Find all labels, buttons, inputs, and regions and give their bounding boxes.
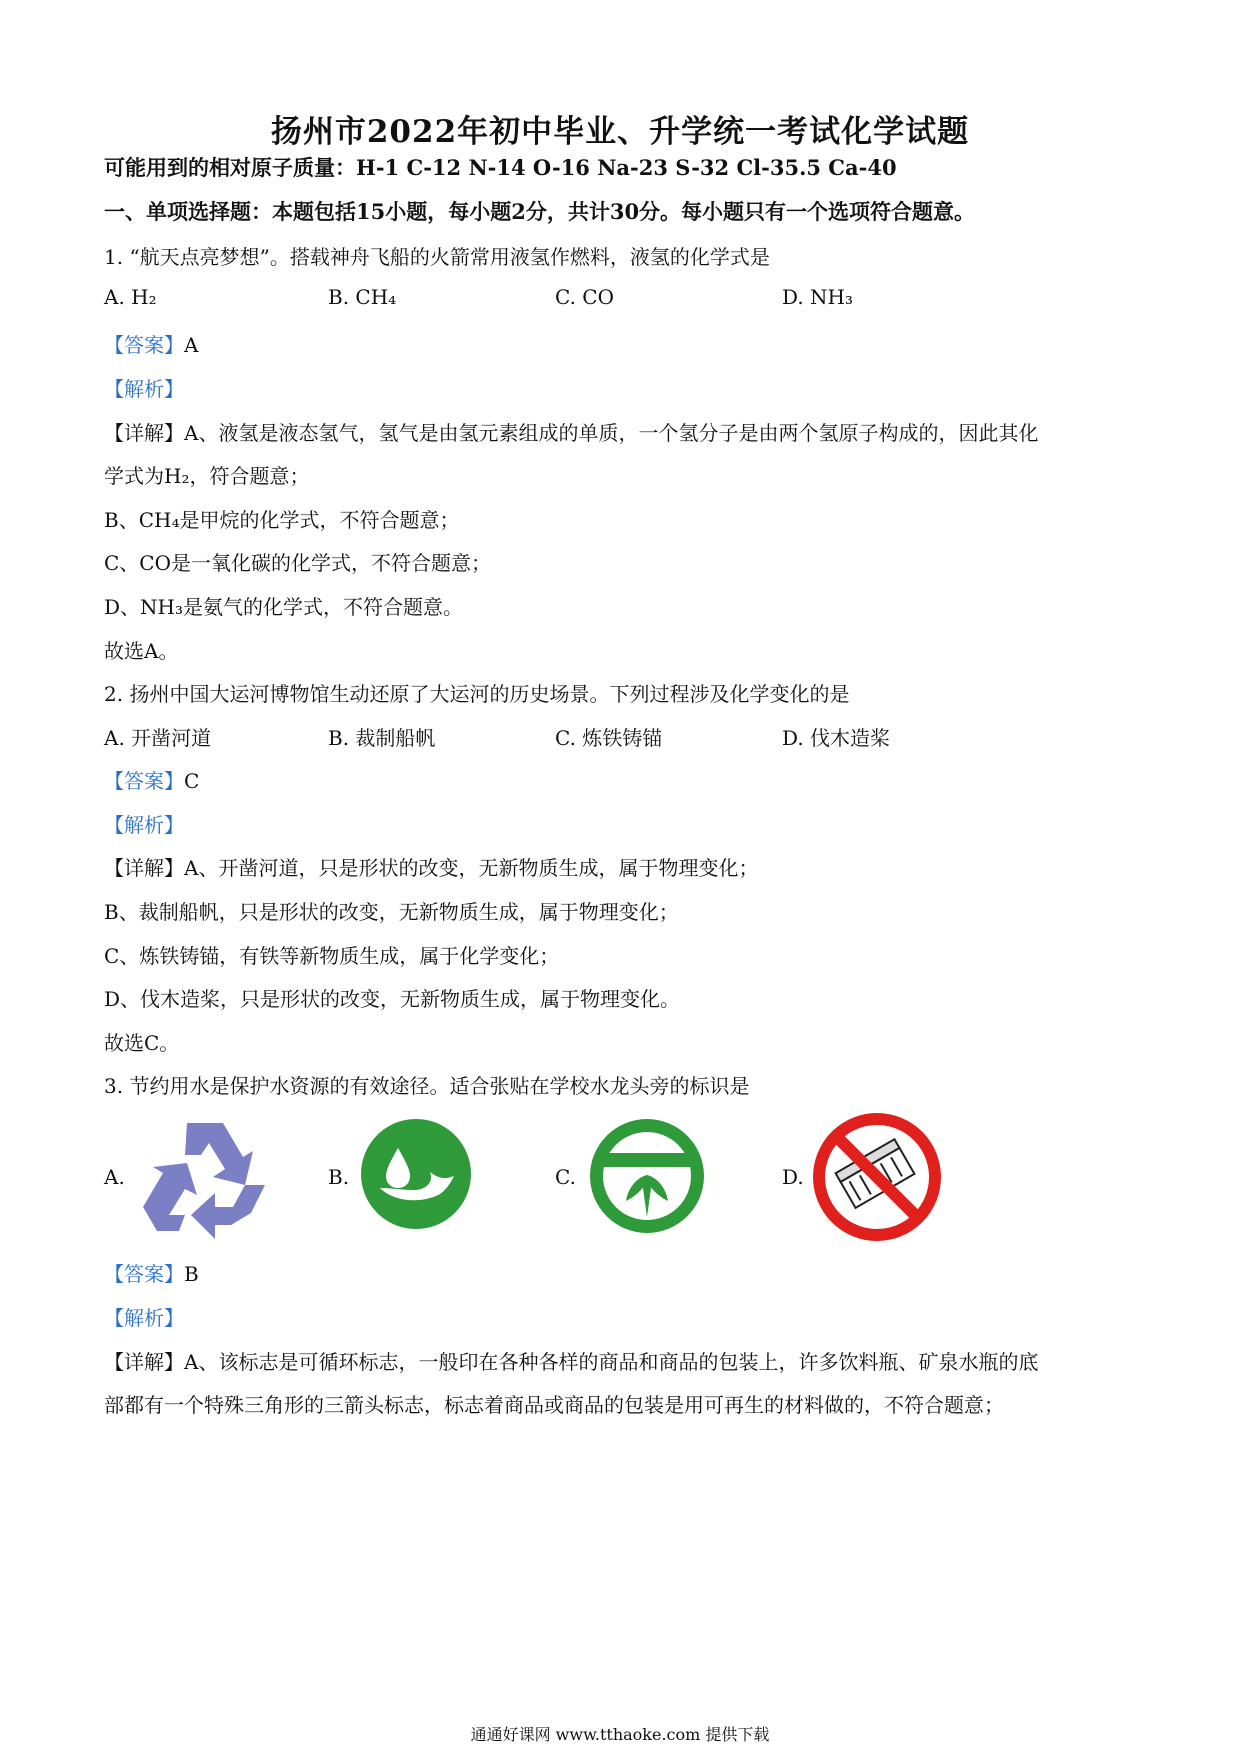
q2-detail-a-text: A、开凿河道，只是形状的改变，无新物质生成，属于物理变化； — [184, 856, 759, 880]
q1-detail-a-text: A、液氢是液态氢气，氢气是由氢元素组成的单质，一个氢分子是由两个氢原子构成的，因此其化 — [184, 421, 1039, 445]
q2-detail-c: C、炼铁铸锚，有铁等新物质生成，属于化学变化； — [104, 944, 560, 968]
q3-detail-a-cont: 部都有一个特殊三角形的三箭头标志，标志着商品或商品的包装是用可再生的材料做的，不符合题意； — [104, 1393, 1004, 1417]
detail-tag: 【详解】 — [104, 421, 184, 445]
q3-option-a: A. — [104, 1165, 125, 1189]
q2-option-a: A. 开凿河道 — [104, 726, 212, 750]
answer-tag: 【答案】 — [104, 333, 184, 357]
q1-detail-a-cont: 学式为H₂，符合题意； — [104, 464, 310, 488]
q1-detail-d: D、NH₃是氨气的化学式，不符合题意。 — [104, 595, 463, 619]
q1-option-a: A. H₂ — [104, 285, 157, 309]
q1-conclusion: 故选A。 — [104, 639, 179, 663]
q2-answer-value: C — [184, 769, 200, 793]
q1-stem: 1. “航天点亮梦想”。搭载神舟飞船的火箭常用液氢作燃料，液氢的化学式是 — [104, 245, 770, 269]
q3-analysis-tag: 【解析】 — [104, 1306, 184, 1330]
water-saving-icon — [360, 1118, 472, 1234]
q1-option-b: B. CH₄ — [328, 285, 397, 309]
detail-tag: 【详解】 — [104, 856, 184, 880]
q1-option-d: D. NH₃ — [782, 285, 853, 309]
q1-option-c: C. CO — [555, 285, 615, 309]
no-fire-icon — [812, 1112, 942, 1246]
q2-detail-a — [104, 852, 758, 881]
q1-detail-c: C、CO是一氧化碳的化学式，不符合题意； — [104, 551, 492, 575]
section-heading: 一、单项选择题：本题包括15小题，每小题2分，共计30分。每小题只有一个选项符合题意。 — [104, 199, 976, 224]
q3-detail-a — [104, 1346, 1038, 1375]
answer-tag: 【答案】 — [104, 769, 184, 793]
q2-analysis-tag: 【解析】 — [104, 813, 184, 837]
detail-tag: 【详解】 — [104, 1350, 184, 1374]
q2-option-d: D. 伐木造桨 — [782, 726, 891, 750]
q2-detail-b: B、裁制船帆，只是形状的改变，无新物质生成，属于物理变化； — [104, 900, 679, 924]
q2-option-b: B. 裁制船帆 — [328, 726, 436, 750]
q2-answer — [104, 765, 199, 794]
q2-conclusion: 故选C。 — [104, 1031, 180, 1055]
q1-answer — [104, 329, 198, 358]
q3-detail-a-text: A、该标志是可循环标志，一般印在各种各样的商品和商品的包装上，许多饮料瓶、矿泉水瓶的底 — [184, 1350, 1039, 1374]
q2-option-c: C. 炼铁铸锚 — [555, 726, 663, 750]
q3-option-c: C. — [555, 1165, 576, 1189]
q3-stem: 3. 节约用水是保护水资源的有效途径。适合张贴在学校水龙头旁的标识是 — [104, 1074, 750, 1098]
q2-detail-d: D、伐木造桨，只是形状的改变，无新物质生成，属于物理变化。 — [104, 987, 681, 1011]
q2-stem: 2. 扬州中国大运河博物馆生动还原了大运河的历史场景。下列过程涉及化学变化的是 — [104, 682, 850, 706]
answer-tag: 【答案】 — [104, 1262, 184, 1286]
atomic-masses: 可能用到的相对原子质量：H-1 C-12 N-14 O-16 Na-23 S-32 Cl-35.5 Ca-40 — [104, 155, 897, 180]
q3-answer-value: B — [184, 1262, 199, 1286]
recycle-icon — [135, 1115, 275, 1244]
q1-analysis-tag: 【解析】 — [104, 377, 184, 401]
q3-option-b: B. — [328, 1165, 350, 1189]
q1-detail-a — [104, 417, 1038, 446]
q1-answer-value: A — [184, 333, 199, 357]
q3-option-d: D. — [782, 1165, 804, 1189]
footer: 通通好课网 www.tthaoke.com 提供下载 — [470, 1725, 770, 1744]
green-food-icon — [588, 1117, 706, 1239]
page-title: 扬州市2022年初中毕业、升学统一考试化学试题 — [270, 114, 970, 150]
q3-answer — [104, 1258, 199, 1287]
q1-detail-b: B、CH₄是甲烷的化学式，不符合题意； — [104, 508, 460, 532]
